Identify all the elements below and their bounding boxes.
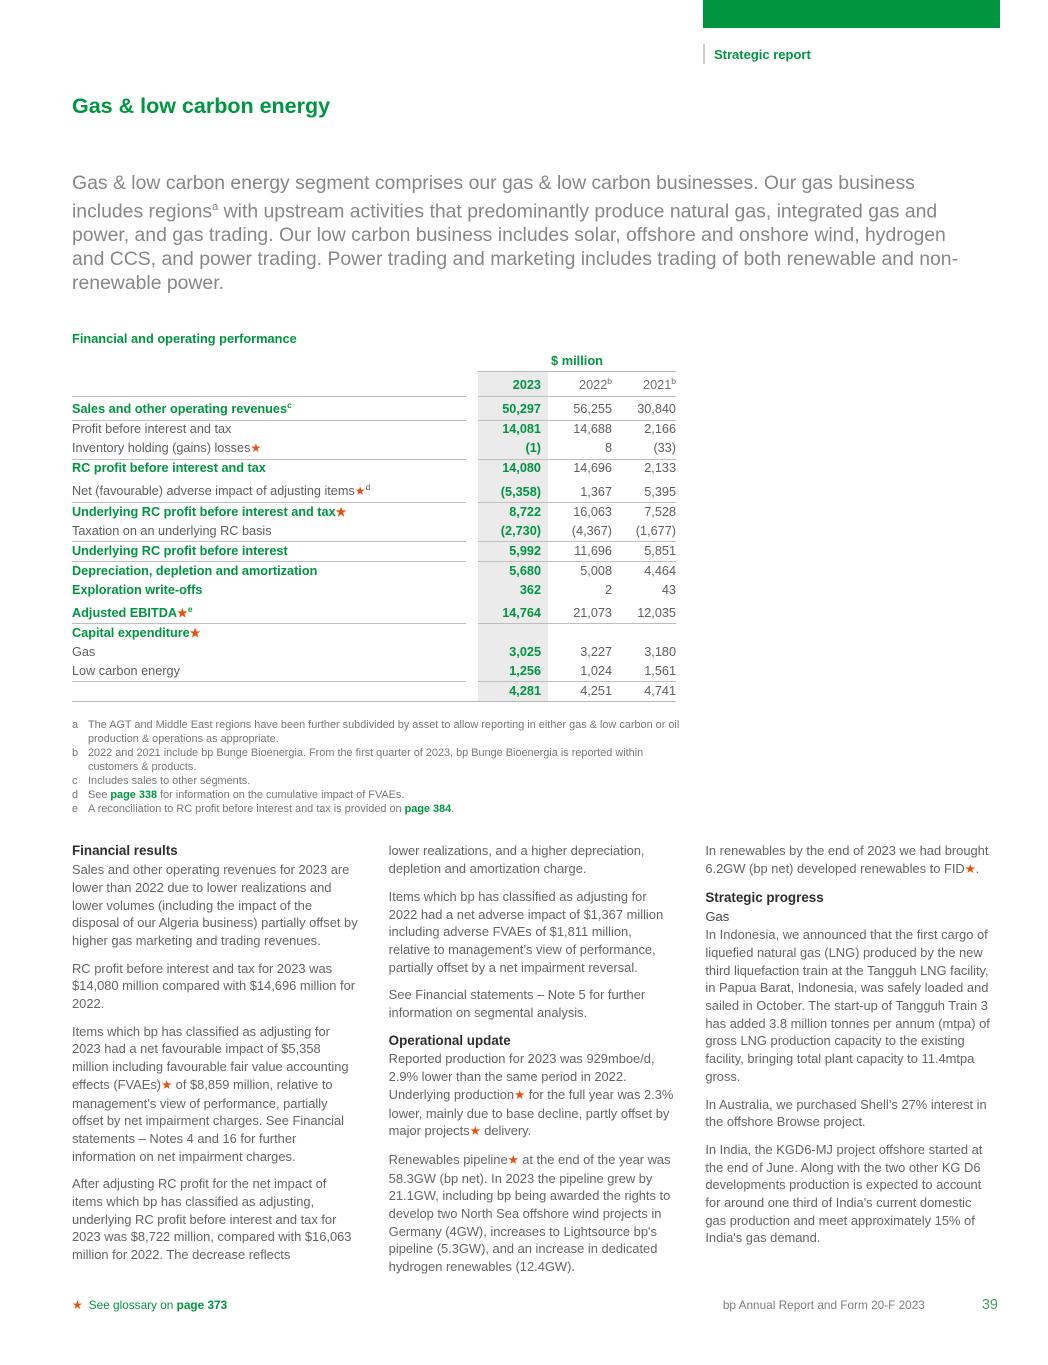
- footnote-text: A reconciliation to RC profit before interest and tax is provided on page 384.: [88, 803, 455, 816]
- superscript-note: c: [287, 400, 292, 411]
- glossary-note: [72, 1298, 227, 1312]
- year-column-header: 2023: [478, 372, 548, 396]
- page-number: 39: [981, 1297, 998, 1313]
- table-value: 7,528: [612, 503, 676, 523]
- body-paragraph: In Indonesia, we announced that the first cargo of liquefied natural gas (LNG) produced by the new third liquefaction train at the Tangguh LNG facility, in Papua Barat, Indonesia, was safely loaded and sailed in October. The start-up of Tangguh Train 3 has added 3.8 million tonnes per annum (mtpa) of gross LNG production capacity to the existing facility, bringing total plant capacity to 11.4mtpa gross.: [705, 927, 990, 1084]
- superscript-note: d: [365, 482, 371, 493]
- table-value: (2,730): [478, 522, 548, 542]
- column-heading: Strategic progress: [705, 889, 824, 905]
- row-label: Underlying RC profit before interest and tax★: [72, 503, 466, 523]
- footnote-letter: e: [72, 803, 79, 816]
- glossary-star-icon: ★: [177, 605, 188, 620]
- footnote-letter: b: [72, 747, 79, 760]
- table-value: 30,840: [612, 396, 676, 420]
- table-value: 21,073: [573, 605, 612, 620]
- page-link[interactable]: page 338: [110, 789, 158, 802]
- glossary-star-icon: ★: [507, 1152, 519, 1167]
- row-label: Low carbon energy: [72, 663, 180, 678]
- footnote: [72, 718, 684, 746]
- glossary-star-icon: ★: [354, 484, 366, 499]
- body-paragraph: After adjusting RC profit for the net impact of items which bp has classified as adjusting, underlying RC profit before interest and tax for 2023 was $8,722 million, compared with $16,063 million for 2022. The decrease reflects: [72, 1176, 352, 1263]
- body-paragraph: In India, the KGD6-MJ project offshore started at the end of June. Along with the two other KG D6 developments production is expected to account for around one third of India's current domestic gas production and meet approximately 15% of India's gas demand.: [705, 1141, 983, 1246]
- table-value: 3,180: [644, 644, 676, 659]
- superscript-note: e: [187, 603, 193, 614]
- footnote: [72, 746, 684, 774]
- financial-table-grid: [72, 351, 676, 701]
- table-row: [72, 562, 676, 582]
- table-value: 1,561: [644, 663, 676, 678]
- table-value: 14,080: [478, 459, 548, 479]
- table-row: [72, 396, 676, 420]
- glossary-star-icon: ★: [514, 1087, 526, 1102]
- table-value: 4,281: [478, 682, 548, 702]
- body-columns: [72, 842, 993, 1285]
- text-column-3: [705, 842, 993, 1285]
- row-label: Sales and other operating revenues$^c$: [72, 396, 466, 420]
- section-label-text: Strategic report: [714, 46, 811, 62]
- unit-label: $ million: [478, 351, 676, 372]
- row-label: Exploration write-offs: [72, 582, 203, 597]
- table-value: 4,741: [612, 682, 676, 702]
- column-heading: Financial results: [72, 843, 178, 859]
- glossary-star-icon: ★: [964, 862, 976, 877]
- column-subheading: Gas: [705, 908, 730, 924]
- table-value: 5,992: [478, 542, 548, 562]
- table-value: 1,024: [580, 663, 612, 678]
- table-value: (5,358): [478, 479, 548, 503]
- body-paragraph: RC profit before interest and tax for 2023 was $14,080 million compared with $14,696 million for 2022.: [72, 960, 356, 1012]
- table-value: 14,081: [478, 420, 548, 440]
- table-value: 16,063: [548, 503, 612, 523]
- row-label: Net (favourable) adverse impact of adjusting items★$^d$: [72, 482, 371, 499]
- section-label: [703, 44, 811, 64]
- page-link[interactable]: page 384: [404, 803, 452, 816]
- table-row: [72, 522, 676, 542]
- report-title: bp Annual Report and Form 20-F 2023: [722, 1298, 925, 1312]
- table-row: [72, 542, 676, 562]
- body-paragraph: Items which bp has classified as adjusting for 2022 had a net adverse impact of $1,367 million including adverse FVAEs of $1,811 million, relative to management’s view of performance, partially offset by a net impairment reversal.: [388, 888, 664, 975]
- body-paragraph: Items which bp has classified as adjusting for 2023 had a net favourable impact of $5,358 million including favourable fair value accounting effects (FVAEs)★ of $8,859 million, relative to management’s view of performance, partially offset by net impairment charges. See Financial statements – Notes 4 and 16 for further information on net impairment charges.: [72, 1023, 349, 1164]
- page-footer: [72, 1297, 998, 1313]
- table-value: 14,764: [478, 600, 548, 624]
- footnote-letter: d: [72, 789, 79, 802]
- table-value: [478, 624, 548, 644]
- glossary-star-icon: ★: [469, 1124, 481, 1139]
- row-label: [72, 682, 466, 702]
- footnote-text: Includes sales to other segments.: [88, 775, 251, 788]
- footnote: [72, 802, 684, 816]
- table-value: 3,025: [478, 643, 548, 662]
- body-paragraph: Reported production for 2023 was 929mboe/d, 2.9% lower than the same period in 2022. Underlying production★ for the full year was 2.3% lower, mainly due to base decline, partly offset by major projects★ delivery.: [388, 1051, 674, 1139]
- glossary-star-icon: ★: [72, 1298, 83, 1312]
- table-row: [72, 600, 676, 624]
- unit-row: [72, 351, 676, 372]
- year-header-row: [72, 372, 676, 396]
- table-value: 43: [661, 582, 676, 597]
- table-value: 2,166: [612, 420, 676, 440]
- table-value: [548, 624, 612, 644]
- table-row: [72, 420, 676, 440]
- table-row: [72, 624, 676, 644]
- table-value: 14,688: [548, 420, 612, 440]
- footnote: [72, 788, 684, 802]
- table-value: 4,464: [612, 562, 676, 582]
- table-row: [72, 459, 676, 479]
- row-label: Taxation on an underlying RC basis: [72, 523, 272, 538]
- table-value: 4,251: [548, 682, 612, 702]
- table-value: (4,367): [571, 523, 612, 538]
- table-value: 8,722: [478, 503, 548, 523]
- table-value: 14,696: [548, 459, 612, 479]
- table-value: 12,035: [637, 605, 676, 620]
- table-value: 2: [604, 582, 612, 597]
- footnote-text: See page 338 for information on the cumulative impact of FVAEs.: [88, 789, 405, 802]
- text-column-2: [389, 842, 677, 1285]
- glossary-star-icon: ★: [189, 625, 201, 640]
- page-title: Gas & low carbon energy: [72, 94, 331, 118]
- footnote: [72, 774, 684, 788]
- footnote-letter: c: [72, 775, 78, 788]
- footnote-letter: a: [72, 719, 79, 732]
- body-paragraph: Renewables pipeline★ at the end of the year was 58.3GW (bp net). In 2023 the pipeline grew by 21.1GW, including bp being awarded the rights to develop two North Sea offshore wind projects in Germany (4GW), increases to Lightsource bp's pipeline (5.3GW), and an increase in dedicated hydrogen renewables (12.4GW).: [388, 1151, 671, 1275]
- row-label: Profit before interest and tax: [72, 420, 466, 440]
- row-label: RC profit before interest and tax: [72, 459, 466, 479]
- table-value: (1,677): [635, 523, 676, 538]
- table-value: 11,696: [548, 542, 612, 562]
- table-row: [72, 682, 676, 702]
- table-value: (33): [653, 441, 676, 456]
- body-paragraph: See Financial statements – Note 5 for further information on segmental analysis.: [388, 987, 646, 1021]
- table-value: 5,008: [548, 562, 612, 582]
- row-label: Capital expenditure★: [72, 624, 466, 644]
- row-label: Adjusted EBITDA★$^e$: [72, 603, 193, 620]
- table-row: [72, 479, 676, 503]
- glossary-note-text: See glossary on page 373: [88, 1298, 228, 1312]
- table-value: 5,851: [612, 542, 676, 562]
- row-label: Depreciation, depletion and amortization: [72, 562, 466, 582]
- intro-paragraph: Gas & low carbon energy segment comprises our gas & low carbon businesses. Our gas business includes regions$^a$ with upstream activities that predominantly produce natural gas, integrated gas and power, and gas trading. Our low carbon business includes solar, offshore and onshore wind, hydrogen and CCS, and power trading. Power trading and marketing includes trading of both renewable and non-renewable power.: [72, 172, 959, 295]
- row-label: Gas: [72, 644, 96, 659]
- column-heading: Operational update: [388, 1032, 511, 1048]
- superscript-note: a: [212, 201, 219, 213]
- body-paragraph: lower realizations, and a higher depreciation, depletion and amortization charge.: [388, 843, 645, 877]
- table-value: 3,227: [580, 644, 612, 659]
- table-value: 2,133: [612, 459, 676, 479]
- table-value: 8: [604, 441, 612, 456]
- table-value: 1,367: [580, 484, 612, 499]
- table-value: 5,680: [478, 562, 548, 582]
- glossary-star-icon: ★: [335, 504, 347, 519]
- financial-table: [72, 351, 676, 702]
- table-value: 50,297: [478, 396, 548, 420]
- table-value: (1): [478, 440, 548, 460]
- glossary-star-icon: ★: [250, 441, 262, 456]
- table-row: [72, 643, 676, 662]
- year-column-header: 2022$^b$: [579, 375, 612, 393]
- top-accent-bar: [703, 0, 1000, 28]
- row-label: Inventory holding (gains) losses★: [72, 441, 262, 456]
- table-row: [72, 662, 676, 682]
- text-column-1: [72, 842, 360, 1285]
- table-footnotes: [72, 718, 684, 816]
- row-label: Underlying RC profit before interest: [72, 542, 466, 562]
- table-row: [72, 440, 676, 460]
- table-row: [72, 581, 676, 600]
- body-paragraph: In Australia, we purchased Shell’s 27% interest in the offshore Browse project.: [705, 1096, 987, 1130]
- table-value: [612, 624, 676, 644]
- year-column-header: 2021$^b$: [643, 375, 676, 393]
- table-value: 5,395: [644, 484, 676, 499]
- section-label-divider: [703, 44, 705, 64]
- footnote-text: The AGT and Middle East regions have been further subdivided by asset to allow reporting in either gas & low carbon or oil production & operations as appropriate.: [88, 719, 680, 746]
- glossary-page-link[interactable]: page 373: [176, 1298, 228, 1312]
- table-value: 56,255: [548, 396, 612, 420]
- table-value: 362: [478, 581, 548, 600]
- footer-right: [723, 1297, 998, 1313]
- table-value: 1,256: [478, 662, 548, 682]
- footnote-text: 2022 and 2021 include bp Bunge Bioenergia. From the first quarter of 2023, bp Bunge Bioenergia is reported within customers & products.: [88, 747, 644, 774]
- table-row: [72, 503, 676, 523]
- glossary-star-icon: ★: [161, 1077, 173, 1092]
- body-paragraph: Sales and other operating revenues for 2023 are lower than 2022 due to lower realizations and lower volumes (including the impact of the disposal of our Algeria business) partially offset by higher gas marketing and trading revenues.: [72, 862, 358, 948]
- table-heading: Financial and operating performance: [72, 331, 297, 347]
- body-paragraph: In renewables by the end of 2023 we had brought 6.2GW (bp net) developed renewables to FID★.: [705, 843, 989, 877]
